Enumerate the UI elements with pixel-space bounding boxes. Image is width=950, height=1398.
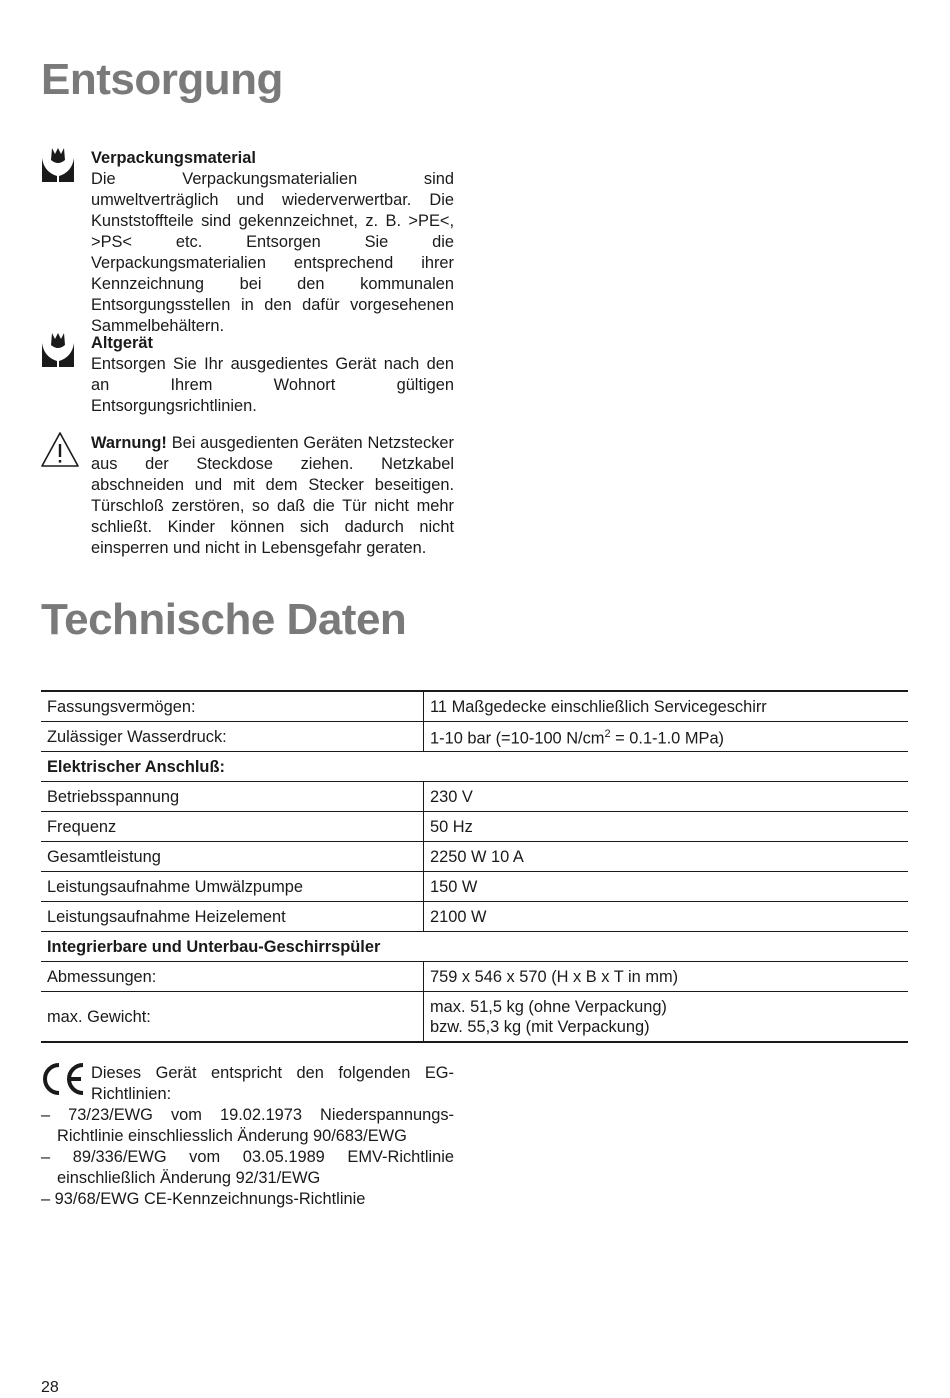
table-row (41, 902, 908, 932)
spec-label: Zulässiger Wasserdruck: (41, 722, 424, 752)
spec-value: 50 Hz (424, 812, 909, 842)
table-row (41, 872, 908, 902)
spec-table (41, 690, 908, 1043)
superscript: 2 (604, 728, 611, 741)
warning-text: Bei ausgedienten Geräten Netzstecker aus der Steckdose ziehen. Netzkabel abschneiden und mit dem Stecker beseitigen. Türschloß zerstören, so daß die Tür nicht mehr schließt. Kinder können sich dadurch nicht einsperren und nicht in Lebensgefahr geraten. (91, 434, 454, 557)
spec-value: 150 W (424, 872, 909, 902)
spec-label: Fassungsvermögen: (41, 691, 424, 722)
table-row (41, 691, 908, 722)
warning-triangle-icon (40, 431, 80, 473)
spec-value-part: 1-10 bar (=10-100 N/cm (430, 729, 605, 748)
spec-value: 2100 W (424, 902, 909, 932)
spec-label: Abmessungen: (41, 962, 424, 992)
directive-list (41, 1105, 454, 1210)
spec-value-line: max. 51,5 kg (ohne Verpackung) (430, 997, 667, 1016)
old-device-section (91, 333, 454, 417)
section-title-entsorgung: Entsorgung (41, 55, 283, 104)
spec-label: Frequenz (41, 812, 424, 842)
table-row (41, 722, 908, 752)
warning-section (91, 433, 454, 559)
spec-value: 2250 W 10 A (424, 842, 909, 872)
packaging-text: Die Verpackungsmaterialien sind umweltverträglich und wiederverwertbar. Die Kunststoffteile sind gekennzeichnet, z. B. >PE<, >PS< etc. Entsorgen Sie die Verpackungsmaterialien entsprechend ihrer Kennzeichnung bei den kommunalen Entsorgungsstellen in den dafür vorgesehenen Sammelbehältern. (91, 170, 454, 335)
spec-section-heading: Elektrischer Anschluß: (41, 752, 908, 782)
spec-value (424, 722, 909, 752)
recycling-flower-icon (40, 146, 76, 189)
recycling-flower-icon (40, 331, 76, 374)
table-section-row (41, 932, 908, 962)
spec-section-heading: Integrierbare und Unterbau-Geschirrspüler (41, 932, 908, 962)
packaging-section (91, 148, 454, 337)
old-device-heading: Altgerät (91, 334, 153, 352)
old-device-text: Entsorgen Sie Ihr ausgedientes Gerät nach den an Ihrem Wohnort gültigen Entsorgungsrichtlinien. (91, 355, 454, 415)
spec-value: 230 V (424, 782, 909, 812)
spec-value: 11 Maßgedecke einschließlich Servicegeschirr (424, 691, 909, 722)
table-section-row (41, 752, 908, 782)
table-row (41, 842, 908, 872)
table-row (41, 962, 908, 992)
packaging-heading: Verpackungsmaterial (91, 149, 256, 167)
list-item: – 93/68/EWG CE-Kennzeichnungs-Richtlinie (41, 1190, 366, 1208)
spec-label: Betriebsspannung (41, 782, 424, 812)
section-title-technische-daten: Technische Daten (41, 595, 407, 644)
list-item: – 89/336/EWG vom 03.05.1989 EMV-Richtlinie einschließlich Änderung 92/31/EWG (41, 1148, 454, 1187)
spec-label: max. Gewicht: (41, 992, 424, 1043)
list-item: – 73/23/EWG vom 19.02.1973 Niederspannungs-Richtlinie einschliesslich Änderung 90/683/EWG (41, 1106, 454, 1145)
spec-value (424, 992, 909, 1043)
ce-intro: Dieses Gerät entspricht den folgenden EG-Richtlinien: (91, 1064, 454, 1103)
page-number: 28 (41, 1379, 59, 1396)
spec-value-line: bzw. 55,3 kg (mit Verpackung) (430, 1017, 650, 1036)
spec-label: Leistungsaufnahme Umwälzpumpe (41, 872, 424, 902)
ce-mark-icon (40, 1061, 86, 1102)
table-row (41, 782, 908, 812)
spec-value: 759 x 546 x 570 (H x B x T in mm) (424, 962, 909, 992)
table-row (41, 992, 908, 1043)
table-row (41, 812, 908, 842)
spec-label: Leistungsaufnahme Heizelement (41, 902, 424, 932)
spec-value-part: = 0.1-1.0 MPa) (610, 729, 725, 748)
warning-label: Warnung! (91, 434, 167, 452)
spec-label: Gesamtleistung (41, 842, 424, 872)
